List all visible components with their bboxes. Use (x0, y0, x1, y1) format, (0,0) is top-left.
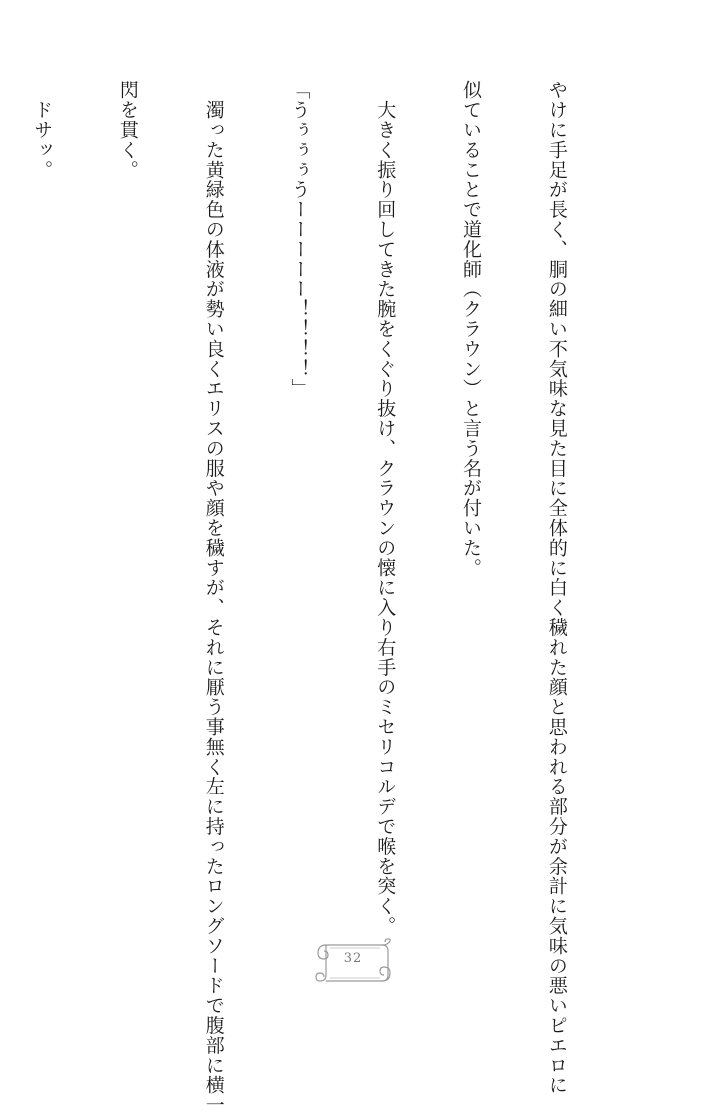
page-number: 32 (343, 951, 363, 966)
scroll-ornament (312, 935, 394, 985)
text-line: 大きく振り回してきた腕をくぐり抜け、クラウンの懐に入り右手のミセリコルデで喉を突く。 (374, 80, 397, 936)
text-line: やけに手足が長く、胴の細い不気味な見た目に全体的に白く穢れた顔と思われる部分が余計に気味の悪いピエロに (545, 80, 568, 1095)
text-line: 濁った黄緑色の体液が勢い良くエリスの服や顔を穢すが、それに厭う事無く左に持ったロングソードで腹部に横一 (202, 80, 225, 1115)
text-line: 似ていることで道化師（クラウン）と言う名が付いた。 (460, 80, 483, 578)
text-line: 閃を貫く。 (116, 80, 139, 180)
text-line: 「うぅぅぅうーーーーー！！！！」 (288, 80, 311, 399)
text-line: ドサッ。 (31, 80, 54, 180)
